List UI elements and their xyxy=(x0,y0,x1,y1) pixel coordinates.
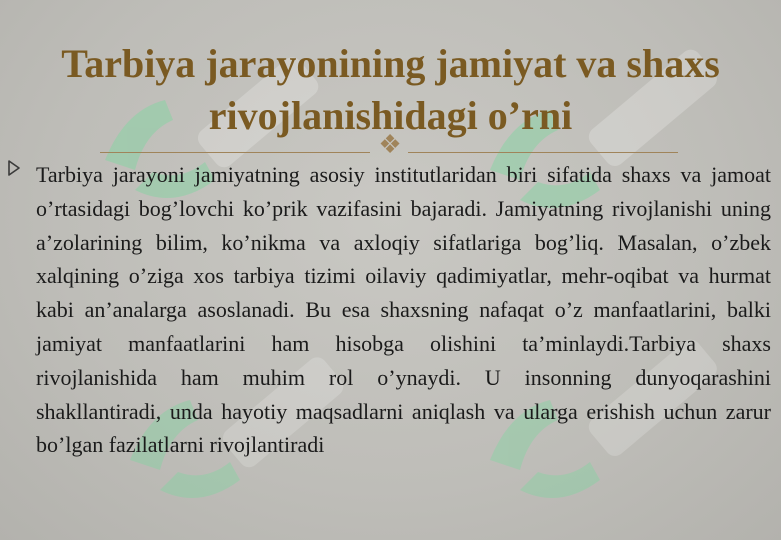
title-divider-right xyxy=(408,152,678,153)
title-divider-left xyxy=(100,152,370,153)
slide-body-text: Tarbiya jarayoni jamiyatning asosiy institutlaridan biri sifatida shaxs va jamoat o’rtasidagi bog’lovchi ko’prik vazifasini bajaradi. Jamiyatning rivojlanishi uning a’zolarining bilim, ko’nikma va axloqiy sifatlariga bog’liq. Masalan, o’zbek xalqining o’ziga xos tarbiya tizimi oilaviy qadimiyatlar, mehr-oqibat va hurmat kabi an’analarga asoslanadi. Bu esa shaxsning nafaqat o’z manfaatlarini, balki jamiyat manfaatlarini ham hisobga olishini ta’minlaydi.Tarbiya shaxs rivojlanishida ham muhim rol o’ynaydi. U insonning dunyoqarashini shakllantiradi, unda hayotiy maqsadlarni aniqlash va ularga erishish uchun zarur bo’lgan fazilatlarni rivojlantiradi xyxy=(36,162,771,458)
slide-title: Tarbiya jarayonining jamiyat va shaxs rivojlanishidagi o’rni xyxy=(61,41,720,138)
bullet-arrow-icon xyxy=(6,158,22,178)
ornament-icon: ❖ xyxy=(378,130,402,159)
